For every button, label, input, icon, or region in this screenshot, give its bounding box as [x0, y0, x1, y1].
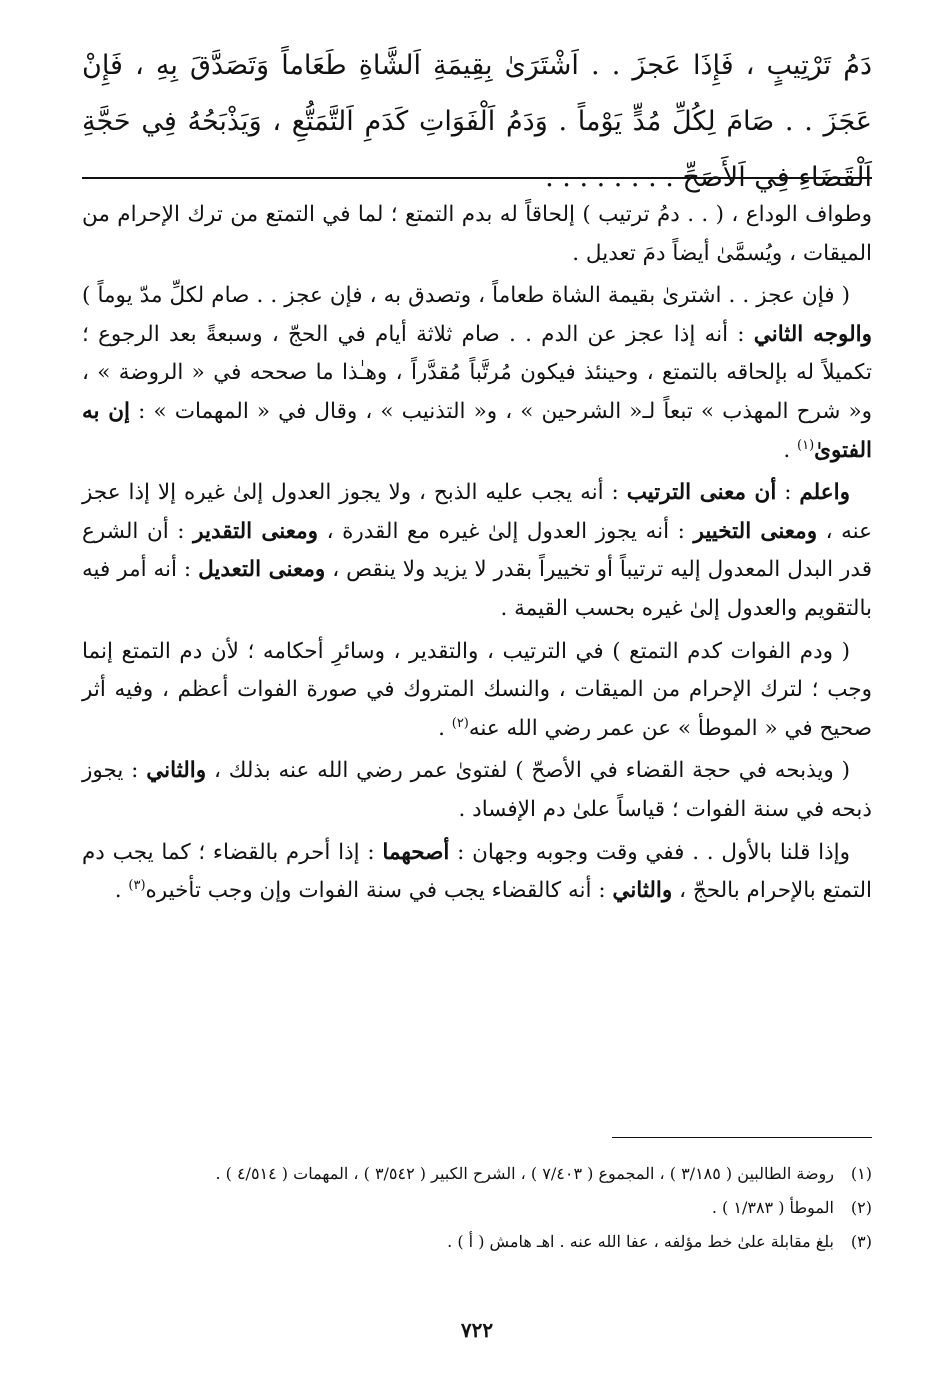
- bold-term: والوجه الثاني: [753, 321, 872, 347]
- footnote-text: الموطأ ( ١/٣٨٣ ) .: [711, 1198, 834, 1217]
- footnote-text: بلغ مقابلة علىٰ خط مؤلفه ، عفا الله عنه . اهـ هامش ( أ ) .: [447, 1232, 834, 1251]
- paragraph-text: .: [438, 715, 452, 741]
- paragraph-text: وإذا قلنا بالأول . . ففي وقت وجوبه وجهان :: [449, 839, 850, 865]
- footnote-item: [82, 1228, 872, 1256]
- paragraph-text: :: [776, 480, 800, 506]
- paragraph-text: : أنه إذا عجز عن الدم . . صام ثلاثة أيام في الحجّ ، وسبعةً بعد الرجوع ؛ تكميلاً له بإلحاقه بالتمتع ، وحينئذ فيكون مُرتَّباً مُقدَّراً ، وهـٰذا ما صححه في « الروضة » ، و« شرح المهذب » تبعاً لـ« الشرحين » ، و« التذنيب » ، وقال في « المهمات » :: [82, 321, 872, 424]
- footnote-ref-2[interactable]: (٢): [451, 715, 469, 731]
- footnote-separator-rule: [612, 1137, 872, 1138]
- paragraph-text: ( ودم الفوات كدم التمتع ) في الترتيب ، والتقدير ، وسائرِ أحكامه ؛ لأن دم التمتع إنما وجب ؛ لترك الإحرام من الميقات ، والنسك المتروك في صورة الفوات أعظم ، وفيه أثر صحيح في « الموطأ » عن عمر رضي الله عنه: [82, 638, 872, 741]
- bold-term: إن به الفتوىٰ: [82, 398, 872, 463]
- paragraph-text: : أنه كالقضاء يجب في سنة الفوات وإن وجب تأخيره: [145, 878, 613, 904]
- paragraph-text: : يجوز ذبحه في سنة الفوات ؛ قياساً علىٰ دم الإفساد .: [82, 758, 872, 822]
- footnote-ref-3[interactable]: (٣): [128, 877, 146, 893]
- bold-term: أن معنى الترتيب: [626, 480, 777, 506]
- page-number: ٧٢٢: [460, 1318, 494, 1342]
- commentary-paragraph-3: [82, 474, 872, 628]
- bold-term: ومعنى التقدير: [193, 518, 319, 544]
- commentary-paragraph-1: [82, 196, 872, 273]
- matn-text: [82, 38, 872, 206]
- paragraph-text: .: [114, 878, 129, 904]
- commentary: [82, 196, 872, 915]
- matn-separator-rule: [82, 177, 872, 179]
- bold-term: واعلم: [799, 480, 850, 506]
- footnote-text: روضة الطالبين ( ٣/١٨٥ ) ، المجموع ( ٧/٤٠٣ ) ، الشرح الكبير ( ٣/٥٤٢ ) ، المهمات ( ٤/٥١٤ ) .: [215, 1164, 834, 1183]
- paragraph-text: : أنه أمر فيه بالتقويم والعدول إلىٰ غيره بحسب القيمة .: [82, 557, 872, 621]
- paragraph-text: : أن الشرع قدر البدل المعدول إليه ترتيباً أو تخييراً بقدر لا يزيد ولا ينقص ،: [82, 518, 872, 583]
- footnotes: [82, 1160, 872, 1262]
- footnote-ref-1[interactable]: (١): [797, 437, 815, 453]
- book-page: [82, 38, 872, 1348]
- paragraph-text: : أنه يجوز العدول إلىٰ غيره مع القدرة ،: [318, 518, 694, 544]
- paragraph-text: ( ويذبحه في حجة القضاء في الأصحّ ) لفتوىٰ عمر رضي الله عنه بذلك ،: [206, 758, 851, 784]
- paragraph-text: وطواف الوداع ، ( . . دمُ ترتيب ) إلحاقاً له بدم التمتع ؛ لما في التمتع من ترك الإحرام من الميقات ، ويُسمَّىٰ أيضاً دمَ تعديل .: [82, 202, 872, 266]
- commentary-paragraph-4: [82, 633, 872, 749]
- bold-term: ومعنى التخيير: [693, 518, 818, 544]
- paragraph-text: ( فإن عجز . . اشترىٰ بقيمة الشاة طعاماً ، وتصدق به ، فإن عجز . . صام لكلِّ مدّ يوماً ): [82, 283, 851, 309]
- commentary-paragraph-2: [82, 277, 872, 470]
- paragraph-text: .: [783, 437, 798, 463]
- paragraph-text: : إذا أحرم بالقضاء ؛ كما يجب دم التمتع بالإحرام بالحجّ ،: [82, 839, 872, 904]
- matn-ellipsis: . . . . . . . .: [545, 162, 683, 193]
- footnote-number: (٣): [850, 1232, 872, 1251]
- commentary-paragraph-5: [82, 752, 872, 829]
- bold-term: ومعنى التعديل: [198, 557, 326, 583]
- matn-body: دَمُ تَرْتِيبٍ ، فَإِذَا عَجزَ . . اَشْتَرَىٰ بِقِيمَةِ اَلشَّاةِ طَعَاماً وَتَصَدَّقَ بِهِ ، فَإِنْ عَجَزَ . . صَامَ لِكُلِّ مُدٍّ يَوْماً . وَدَمُ اَلْفَوَاتِ كَدَمِ اَلتَّمَتُّعِ ، وَيَذْبَحُهُ فِي حَجَّةِ اَلْقَضَاءِ فِي اَلأَصَحِّ: [82, 50, 872, 193]
- footnote-item: [82, 1194, 872, 1222]
- footnote-number: (٢): [850, 1198, 872, 1217]
- bold-term: أصحهما: [382, 839, 450, 865]
- commentary-paragraph-6: [82, 834, 872, 911]
- paragraph-text: : أنه يجب عليه الذبح ، ولا يجوز العدول إلىٰ غيره إلا إذا عجز عنه ،: [82, 480, 872, 544]
- bold-term: والثاني: [612, 878, 673, 904]
- footnote-number: (١): [850, 1164, 872, 1183]
- bold-term: والثاني: [146, 758, 207, 784]
- footnote-item: [82, 1160, 872, 1188]
